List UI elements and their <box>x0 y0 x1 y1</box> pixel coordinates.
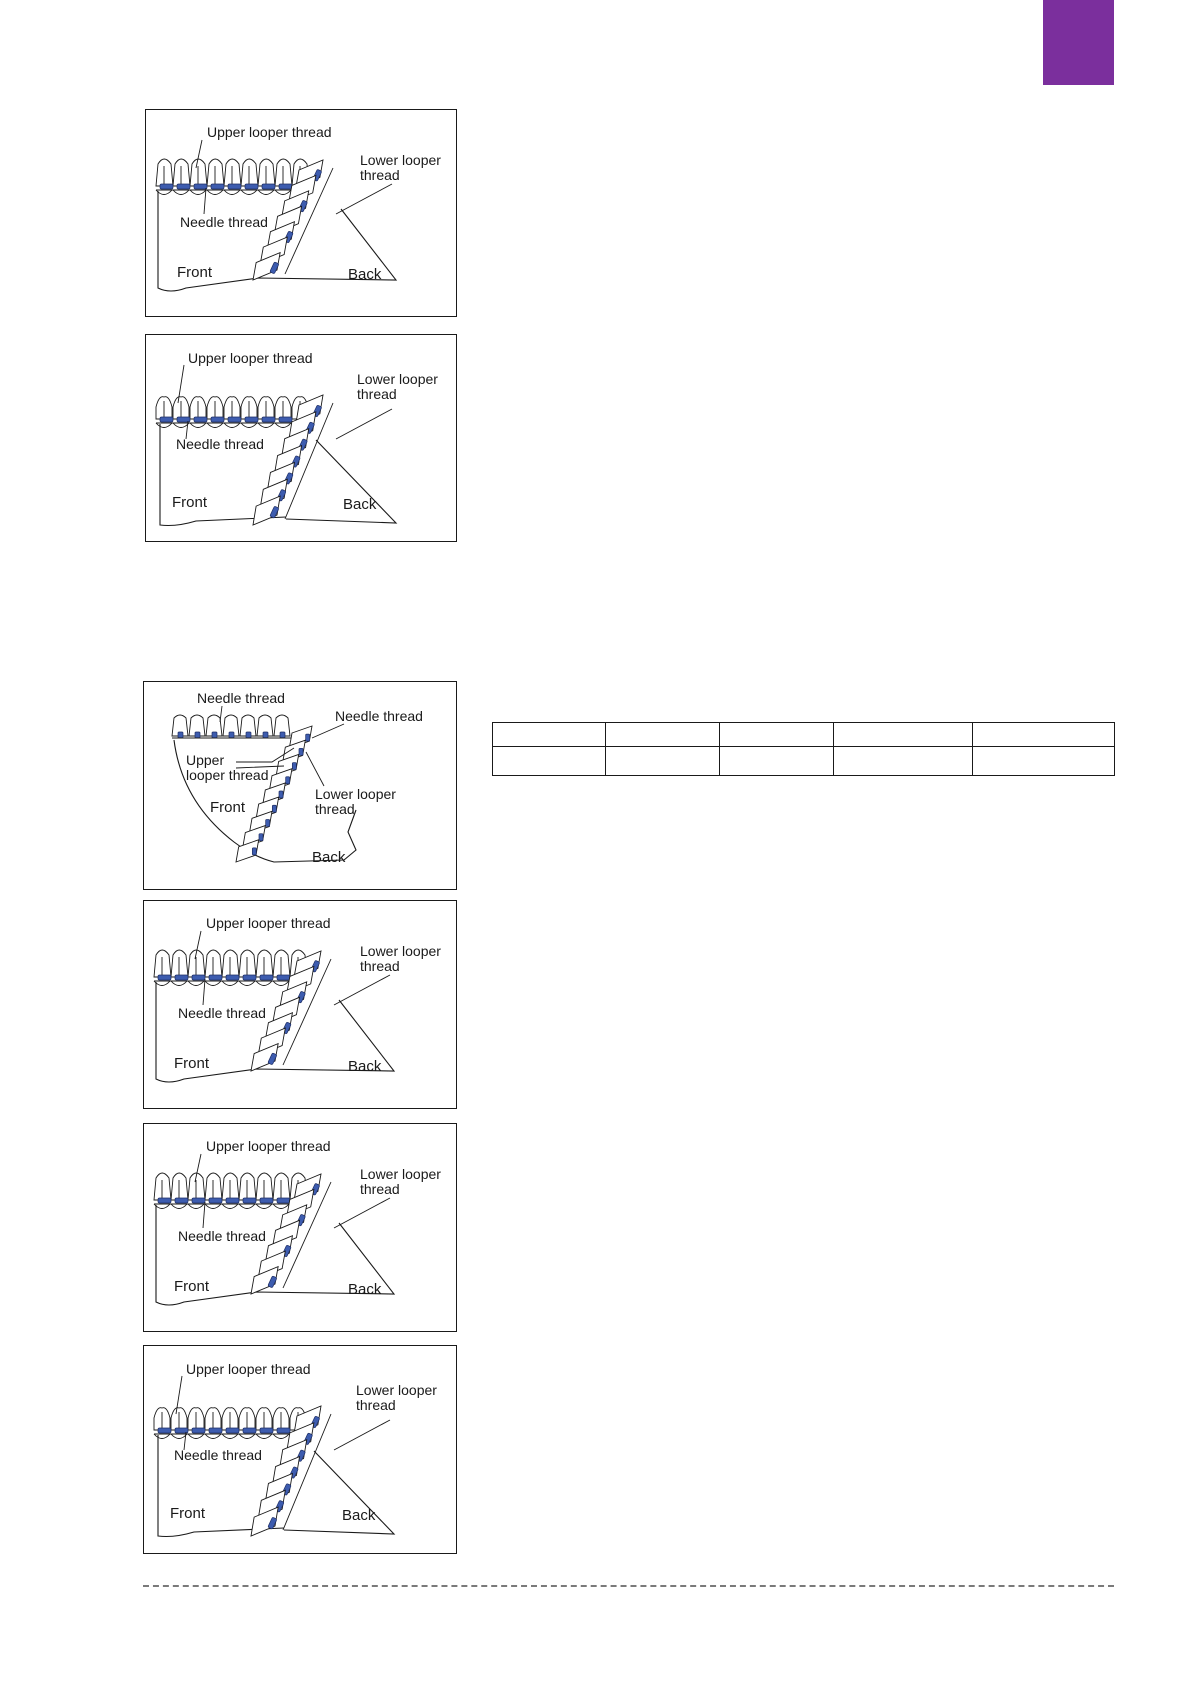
label-upper-looper-thread: Upper looper thread <box>206 1138 331 1154</box>
upper-looper-loop <box>256 1173 273 1200</box>
needle-thread-stitch <box>211 417 224 422</box>
upper-looper-loop <box>224 159 241 186</box>
needle-thread-stitch <box>260 975 273 980</box>
label-lower-looper-thread: thread <box>360 1181 400 1197</box>
needle-thread-stitch <box>252 848 256 855</box>
upper-looper-loop <box>239 950 256 977</box>
upper-looper-loop <box>173 159 190 186</box>
needle-thread-stitch <box>194 417 207 422</box>
label-lower-looper-thread: thread <box>356 1397 396 1413</box>
fabric-stitch-illustration <box>172 706 356 862</box>
needle-thread-stitch <box>286 777 290 784</box>
label-front: Front <box>174 1055 210 1072</box>
stitch-diagram-upper-looper-3 <box>143 900 457 1109</box>
needle-thread-stitch <box>277 1428 290 1433</box>
upper-looper-loop <box>239 1173 256 1200</box>
table-cell <box>834 723 973 747</box>
table-cell <box>973 747 1115 776</box>
needle-thread-stitch <box>192 975 205 980</box>
label-lower-looper-thread: thread <box>357 386 397 402</box>
needle-thread-stitch <box>175 1198 188 1203</box>
needle-thread-stitch <box>192 1428 205 1433</box>
label-lower-looper: Lower looper <box>360 943 441 959</box>
needle-thread-stitch <box>175 975 188 980</box>
table-cell <box>606 747 720 776</box>
upper-looper-loop <box>258 159 275 186</box>
needle-thread-stitch <box>211 184 224 189</box>
label-needle-thread-top: Needle thread <box>197 690 285 706</box>
needle-thread-stitch <box>260 1428 273 1433</box>
label-back: Back <box>343 496 377 513</box>
needle-thread-stitch <box>160 417 173 422</box>
needle-thread-stitch <box>279 417 292 422</box>
needle-thread-stitch <box>209 1198 222 1203</box>
label-upper: Upper <box>186 752 225 768</box>
needle-thread-stitch <box>299 748 303 755</box>
label-front: Front <box>174 1278 210 1295</box>
needle-thread-stitch <box>226 1428 239 1433</box>
upper-looper-loop <box>273 1173 290 1200</box>
label-lower-looper: Lower looper <box>356 1382 437 1398</box>
needle-thread-stitch <box>272 805 276 812</box>
needle-thread-stitch <box>279 184 292 189</box>
needle-thread-stitch <box>243 1198 256 1203</box>
table-cell <box>493 723 606 747</box>
needle-thread-stitch <box>262 417 275 422</box>
needle-thread-stitch <box>228 184 241 189</box>
upper-looper-loop <box>222 950 239 977</box>
table-cell <box>973 723 1115 747</box>
label-back: Back <box>348 1058 382 1075</box>
label-back: Back <box>342 1507 376 1524</box>
needle-thread-stitch <box>245 184 258 189</box>
label-back: Back <box>312 849 346 866</box>
label-needle-thread-right: Needle thread <box>335 708 423 724</box>
needle-thread-stitch <box>226 975 239 980</box>
table-cell <box>720 723 834 747</box>
label-needle-thread: Needle thread <box>180 214 268 230</box>
label-upper-looper-thread: Upper looper thread <box>206 915 331 931</box>
stitch-diagram-needle-thread <box>143 681 457 890</box>
needle-thread-stitch <box>229 732 234 738</box>
label-needle-thread: Needle thread <box>176 436 264 452</box>
label-lower-looper-thread: thread <box>360 958 400 974</box>
needle-thread-stitch <box>263 732 268 738</box>
upper-looper-loop <box>190 159 207 186</box>
needle-thread-stitch <box>306 734 310 741</box>
label-front: Front <box>210 799 246 816</box>
upper-looper-loop <box>171 950 188 977</box>
needle-thread-stitch <box>280 732 285 738</box>
upper-looper-loop <box>273 950 290 977</box>
needle-thread-stitch <box>243 1428 256 1433</box>
upper-looper-loop <box>205 950 222 977</box>
needle-thread-stitch <box>279 791 283 798</box>
needle-thread-stitch <box>209 1428 222 1433</box>
label-upper-looper-thread: Upper looper thread <box>207 124 332 140</box>
upper-looper-loop <box>156 159 173 186</box>
upper-looper-loop <box>256 950 273 977</box>
needle-thread-stitch <box>209 975 222 980</box>
needle-thread-stitch <box>292 763 296 770</box>
label-lower-looper-thread: thread <box>315 801 355 817</box>
label-needle-thread: Needle thread <box>174 1447 262 1463</box>
needle-thread-stitch <box>177 184 190 189</box>
table-cell <box>834 747 973 776</box>
label-lower-looper: Lower looper <box>360 152 441 168</box>
label-needle-thread: Needle thread <box>178 1228 266 1244</box>
needle-thread-stitch <box>158 975 171 980</box>
table-cell <box>606 723 720 747</box>
needle-thread-stitch <box>245 417 258 422</box>
label-front: Front <box>172 494 208 511</box>
label-upper-looper-thread: Upper looper thread <box>188 350 313 366</box>
upper-looper-loop <box>154 950 171 977</box>
table-row <box>493 747 1115 776</box>
tension-settings-table <box>492 722 1115 776</box>
needle-thread-stitch <box>178 732 183 738</box>
label-lower-looper: Lower looper <box>357 371 438 387</box>
table-cell <box>720 747 834 776</box>
needle-thread-stitch <box>194 184 207 189</box>
table-cell <box>493 747 606 776</box>
label-upper-looper-thread: Upper looper thread <box>186 1361 311 1377</box>
table-row <box>493 723 1115 747</box>
label-lower-looper-thread: thread <box>360 167 400 183</box>
upper-looper-loop <box>171 1173 188 1200</box>
needle-thread-stitch <box>260 1198 273 1203</box>
needle-thread-stitch <box>158 1428 171 1433</box>
needle-thread-stitch <box>228 417 241 422</box>
needle-thread-stitch <box>160 184 173 189</box>
needle-thread-stitch <box>195 732 200 738</box>
label-back: Back <box>348 1281 382 1298</box>
needle-thread-stitch <box>266 819 270 826</box>
label-lower-looper: Lower looper <box>315 786 396 802</box>
needle-thread-stitch <box>192 1198 205 1203</box>
upper-looper-loop <box>207 159 224 186</box>
label-back: Back <box>348 266 382 283</box>
stitch-diagram-upper-looper-4 <box>143 1123 457 1332</box>
needle-thread-stitch <box>243 975 256 980</box>
needle-thread-stitch <box>277 975 290 980</box>
label-lower-looper: Lower looper <box>360 1166 441 1182</box>
needle-thread-stitch <box>226 1198 239 1203</box>
footer-dashed-divider <box>143 1585 1114 1587</box>
stitch-diagram-upper-looper-5 <box>143 1345 457 1554</box>
label-front: Front <box>177 264 213 281</box>
needle-thread-stitch <box>246 732 251 738</box>
needle-thread-stitch <box>277 1198 290 1203</box>
needle-thread-stitch <box>262 184 275 189</box>
upper-looper-loop <box>205 1173 222 1200</box>
upper-looper-loop <box>222 1173 239 1200</box>
needle-thread-stitch <box>212 732 217 738</box>
section-tab-marker <box>1043 0 1114 85</box>
needle-thread-stitch <box>158 1198 171 1203</box>
label-needle-thread: Needle thread <box>178 1005 266 1021</box>
label-looper-thread: looper thread <box>186 767 269 783</box>
upper-looper-loop <box>154 1173 171 1200</box>
upper-looper-loop <box>275 159 292 186</box>
label-front: Front <box>170 1505 206 1522</box>
upper-looper-loop <box>241 159 258 186</box>
stitch-diagram-upper-looper-1 <box>145 109 457 317</box>
stitch-diagram-upper-looper-2 <box>145 334 457 542</box>
needle-thread-stitch <box>259 834 263 841</box>
